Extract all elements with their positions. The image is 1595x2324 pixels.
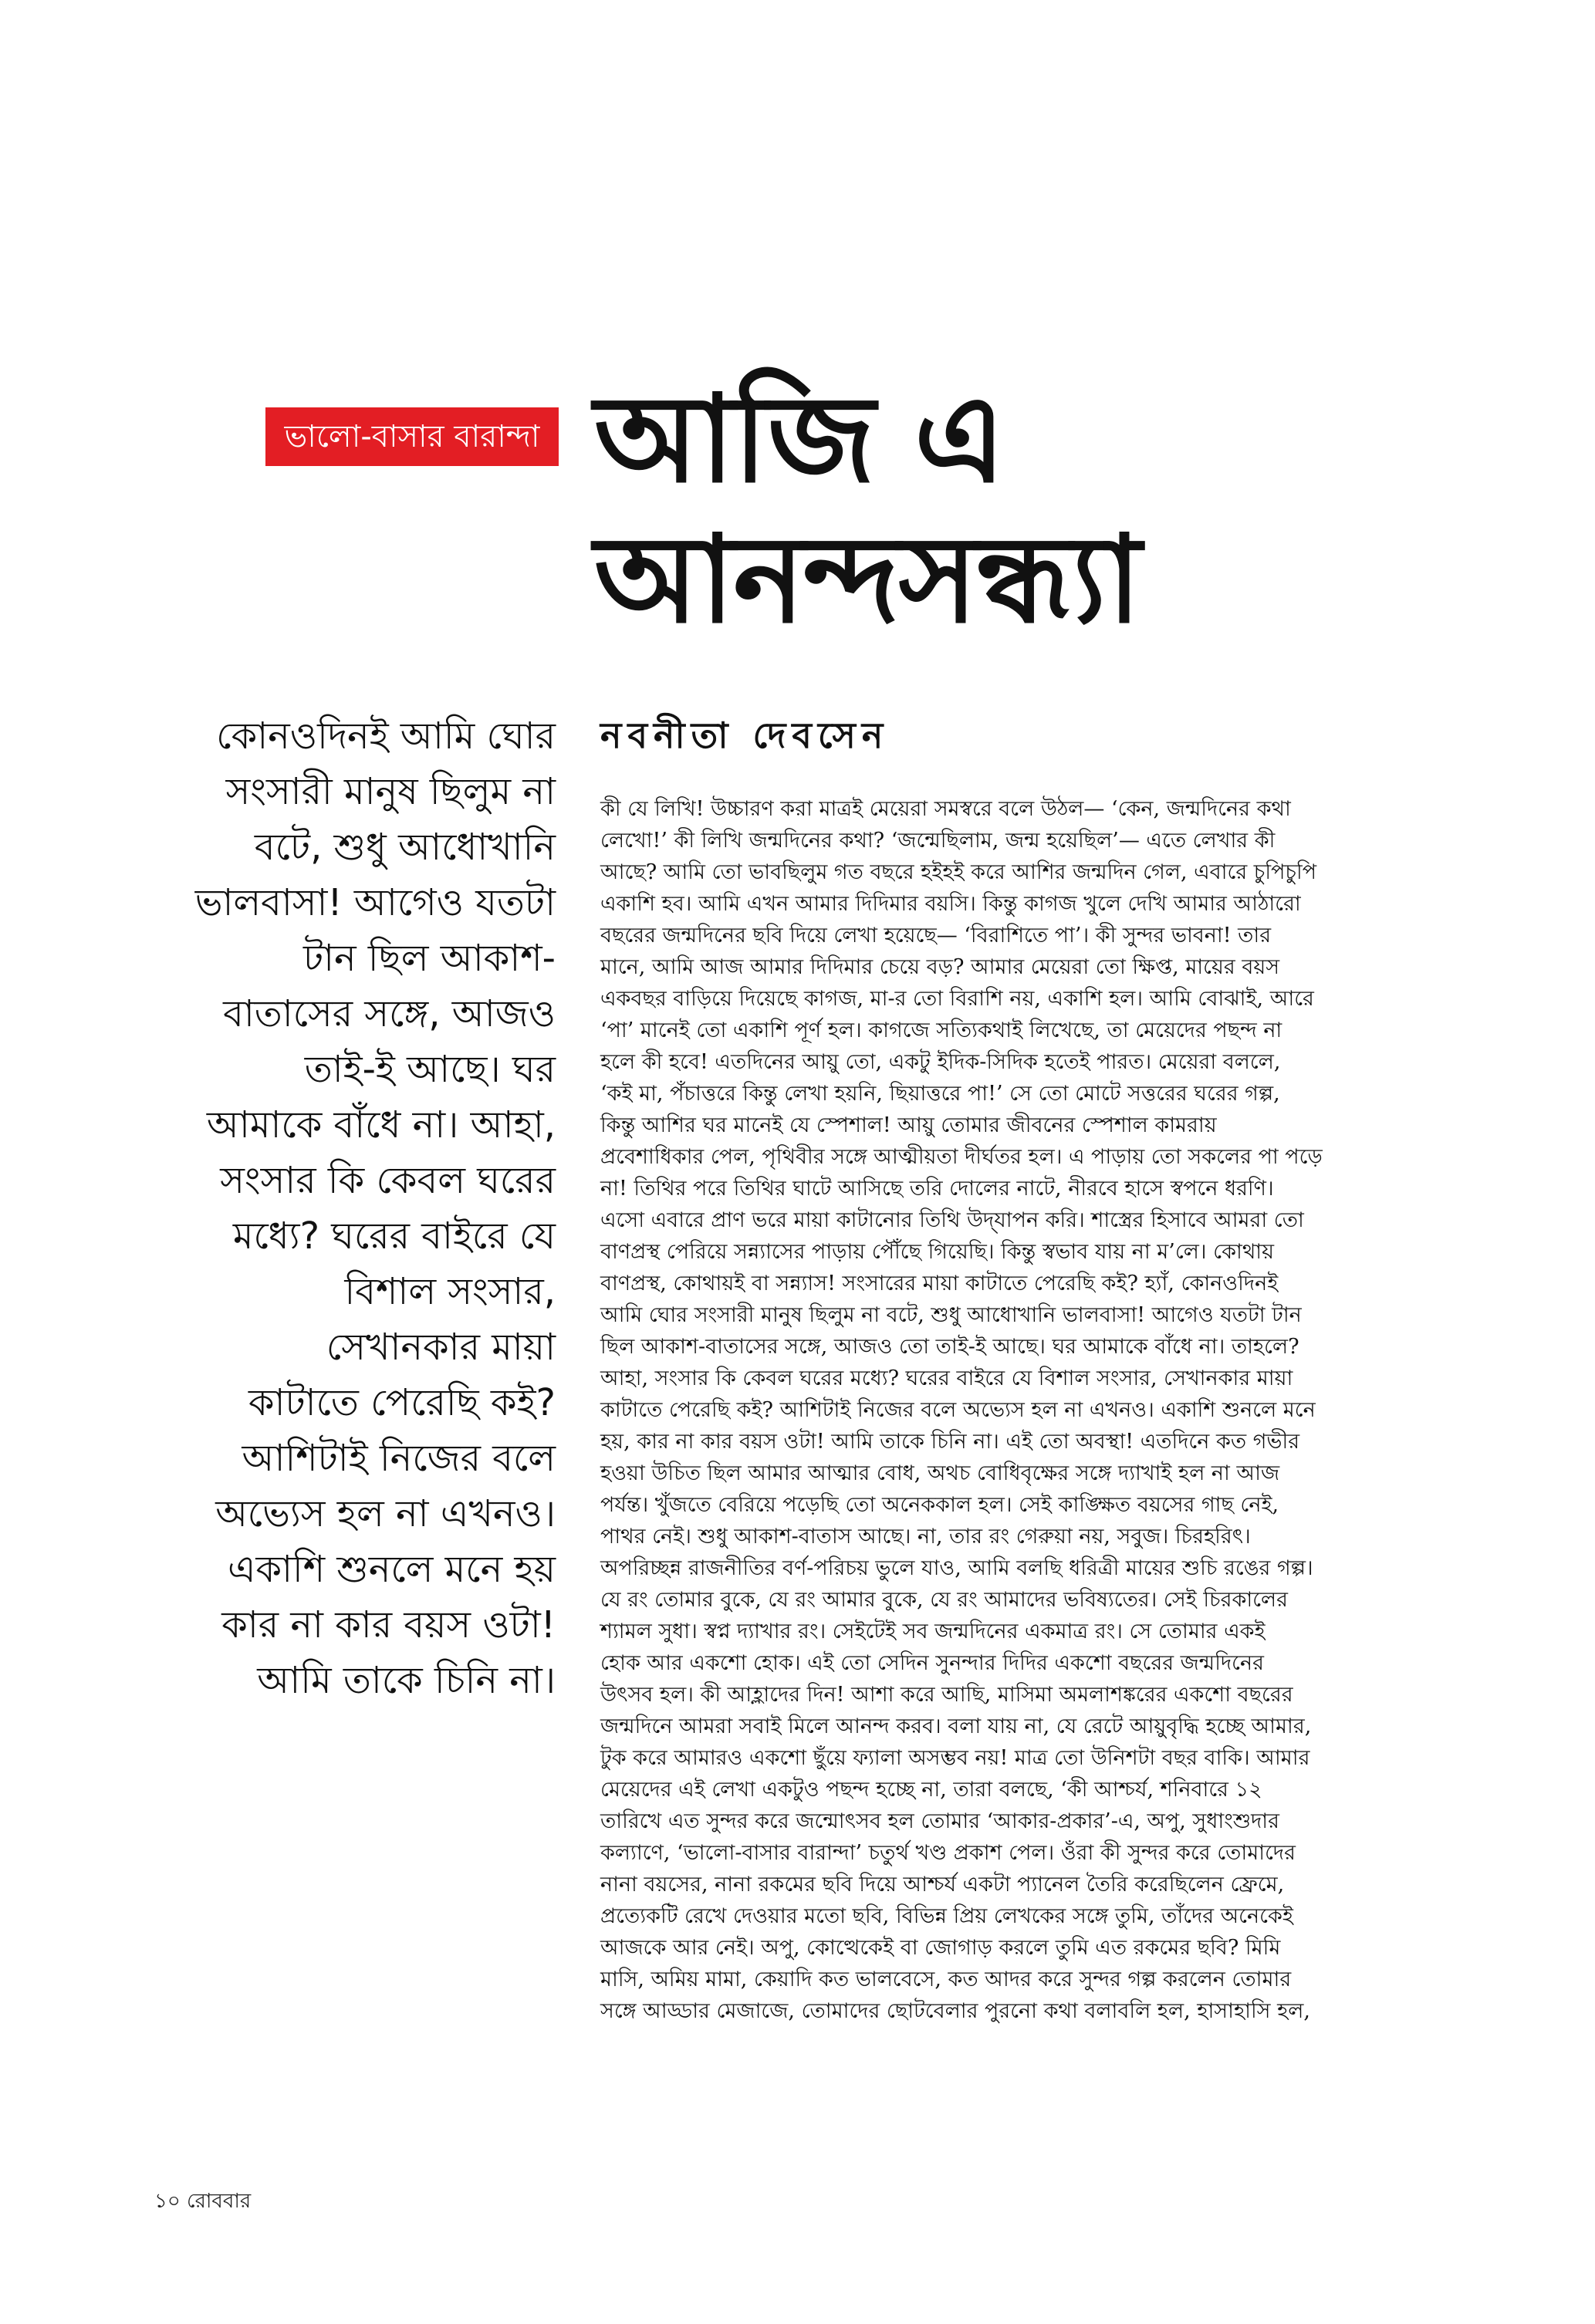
author-byline: নবনীতা দেবসেন xyxy=(600,714,890,756)
page-footer: ১০ রোববার xyxy=(154,2190,252,2213)
article-body: কী যে লিখি! উচ্চারণ করা মাত্রই মেয়েরা সমস্বরে বলে উঠল— ‘কেন, জন্মদিনের কথা লেখো!’ কী লিখি জন্মদিনের কথা? ‘জন্মেছিলাম, জন্ম হয়েছিল’— এতে লেখার কী আছে? আমি তো ভাবছিলুম গত বছরে হইহই করে আশির জন্মদিন গেল, এবারে চুপিচুপি একাশি হব। আমি এখন আমার দিদিমার বয়সি। কিন্তু কাগজ খুলে দেখি আমার আঠারো বছরের জন্মদিনের ছবি দিয়ে লেখা হয়েছে— ‘বিরাশিতে পা’। কী সুন্দর ভাবনা! তার মানে, আমি আজ আমার দিদিমার চেয়ে বড়? আমার মেয়েরা তো ক্ষিপ্ত, মায়ের বয়স একবছর বাড়িয়ে দিয়েছে কাগজ, মা-র তো বিরাশি নয়, একাশি হল। আমি বোঝাই, আরে ‘পা’ মানেই তো একাশি পূর্ণ হল। কাগজে সত্যিকথাই লিখেছে, তা মেয়েদের পছন্দ না হলে কী হবে! এতদিনের আয়ু তো, একটু ইদিক-সিদিক হতেই পারত। মেয়েরা বললে, ‘কই মা, পঁচাত্তরে কিন্তু লেখা হয়নি, ছিয়াত্তরে পা!’ সে তো মোটে সত্তরের ঘরের গল্প, কিন্তু আশির ঘর মানেই যে স্পেশাল! আয়ু তোমার জীবনের স্পেশাল কামরায় প্রবেশাধিকার পেল, পৃথিবীর সঙ্গে আত্মীয়তা দীর্ঘতর হল। এ পাড়ায় তো সকলের পা পড়ে না! তিথির পরে তিথির ঘাটে আসিছে তরি দোলের নাটে, নীরবে হাসে স্বপনে ধরণি। এসো এবারে প্রাণ ভরে মায়া কাটানোর তিথি উদ্‌যাপন করি। শাস্ত্রের হিসাবে আমরা তো বাণপ্রস্থ পেরিয়ে সন্ন্যাসের পাড়ায় পৌঁছে গিয়েছি। কিন্তু স্বভাব যায় না ম’লে। কোথায় বাণপ্রস্থ, কোথায়ই বা সন্ন্যাস! সংসারের মায়া কাটাতে পেরেছি কই? হ্যাঁ, কোনওদিনই আমি ঘোর সংসারী মানুষ ছিলুম না বটে, শুধু আধোখানি ভালবাসা! আগেও যতটা টান ছিল আকাশ-বাতাসের সঙ্গে, আজও তো তাই-ই আছে। ঘর আমাকে বাঁধে না। তাহলে? আহা, সংসার কি কেবল ঘরের মধ্যে? ঘরের বাইরে যে বিশাল সংসার, সেখানকার মায়া কাটাতে পেরেছি কই? আশিটাই নিজের বলে অভ্যেস হল না এখনও। একাশি শুনলে মনে হয়, কার না কার বয়স ওটা! আমি তাকে চিনি না। এই তো অবস্থা! এতদিনে কত গভীর হওয়া উচিত ছিল আমার আত্মার বোধ, অথচ বোধিবৃক্ষের সঙ্গে দ্যাখাই হল না আজ পর্যন্ত। খুঁজতে বেরিয়ে পড়েছি তো অনেককাল হল। সেই কাঙ্ক্ষিত বয়সের গাছ নেই, পাথর নেই। শুধু আকাশ-বাতাস আছে। না, তার রং গেরুয়া নয়, সবুজ। চিরহরিৎ। অপরিচ্ছন্ন রাজনীতির বর্ণ-পরিচয় ভুলে যাও, আমি বলছি ধরিত্রী মায়ের শুচি রঙের গল্প। যে রং তোমার বুকে, যে রং আমার বুকে, যে রং আমাদের ভবিষ্যতের। সেই চিরকালের শ্যামল সুধা। স্বপ্ন দ্যাখার রং। সেইটেই সব জন্মদিনের একমাত্র রং। সে তোমার একই হোক আর একশো হোক। এই তো সেদিন সুনন্দার দিদির একশো বছরের জন্মদিনের উৎসব হল। কী আহ্লাদের দিন! আশা করে আছি, মাসিমা অমলাশঙ্করের একশো বছরের জন্মদিনে আমরা সবাই মিলে আনন্দ করব। বলা যায় না, যে রেটে আয়ুবৃদ্ধি হচ্ছে আমার, টুক করে আমারও একশো ছুঁয়ে ফ্যালা অসম্ভব নয়! মাত্র তো উনিশটা বছর বাকি। আমার মেয়েদের এই লেখা একটুও পছন্দ হচ্ছে না, তারা বলছে, ‘কী আশ্চর্য, শনিবারে ১২ তারিখে এত সুন্দর করে জন্মোৎসব হল তোমার ‘আকার-প্রকার’-এ, অপু, সুধাংশুদার কল্যাণে, ‘ভালো-বাসার বারান্দা’ চতুর্থ খণ্ড প্রকাশ পেল। ওঁরা কী সুন্দর করে তোমাদের নানা বয়সের, নানা রকমের ছবি দিয়ে আশ্চর্য একটা প্যানেল তৈরি করেছিলেন ফ্রেমে, প্রত্যেকটি রেখে দেওয়ার মতো ছবি, বিভিন্ন প্রিয় লেখকের সঙ্গে তুমি, তাঁদের অনেকেই আজকে আর নেই। অপু, কোত্থেকেই বা জোগাড় করলে তুমি এত রকমের ছবি? মিমি মাসি, অমিয় মামা, কেয়াদি কত ভালবেসে, কত আদর করে সুন্দর গল্প করলেন তোমার সঙ্গে আড্ডার মেজাজে, তোমাদের ছোটবেলার পুরনো কথা বলাবলি হল, হাসাহাসি হল, xyxy=(600,797,1323,2023)
pull-quote: কোনওদিনই আমি ঘোর সংসারী মানুষ ছিলুম না বটে, শুধু আধোখানি ভালবাসা! আগেও যতটা টান ছিল আকাশ- বাতাসের সঙ্গে, আজও তাই-ই আছে। ঘর আমাকে বাঁধে না। আহা, সংসার কি কেবল ঘরের মধ্যে? ঘরের বাইরে যে বিশাল সংসার, সেখানকার মায়া কাটাতে পেরেছি কই? আশিটাই নিজের বলে অভ্যেস হল না এখনও। একাশি শুনলে মনে হয় কার না কার বয়স ওটা! আমি তাকে চিনি না। xyxy=(194,714,556,1702)
title-line-2: আনন্দসন্ধ্যা xyxy=(594,509,1140,650)
section-tag: ভালো-বাসার বারান্দা xyxy=(265,407,559,466)
title-line-1: আজি এ xyxy=(594,369,1005,509)
article-title xyxy=(594,369,1520,650)
